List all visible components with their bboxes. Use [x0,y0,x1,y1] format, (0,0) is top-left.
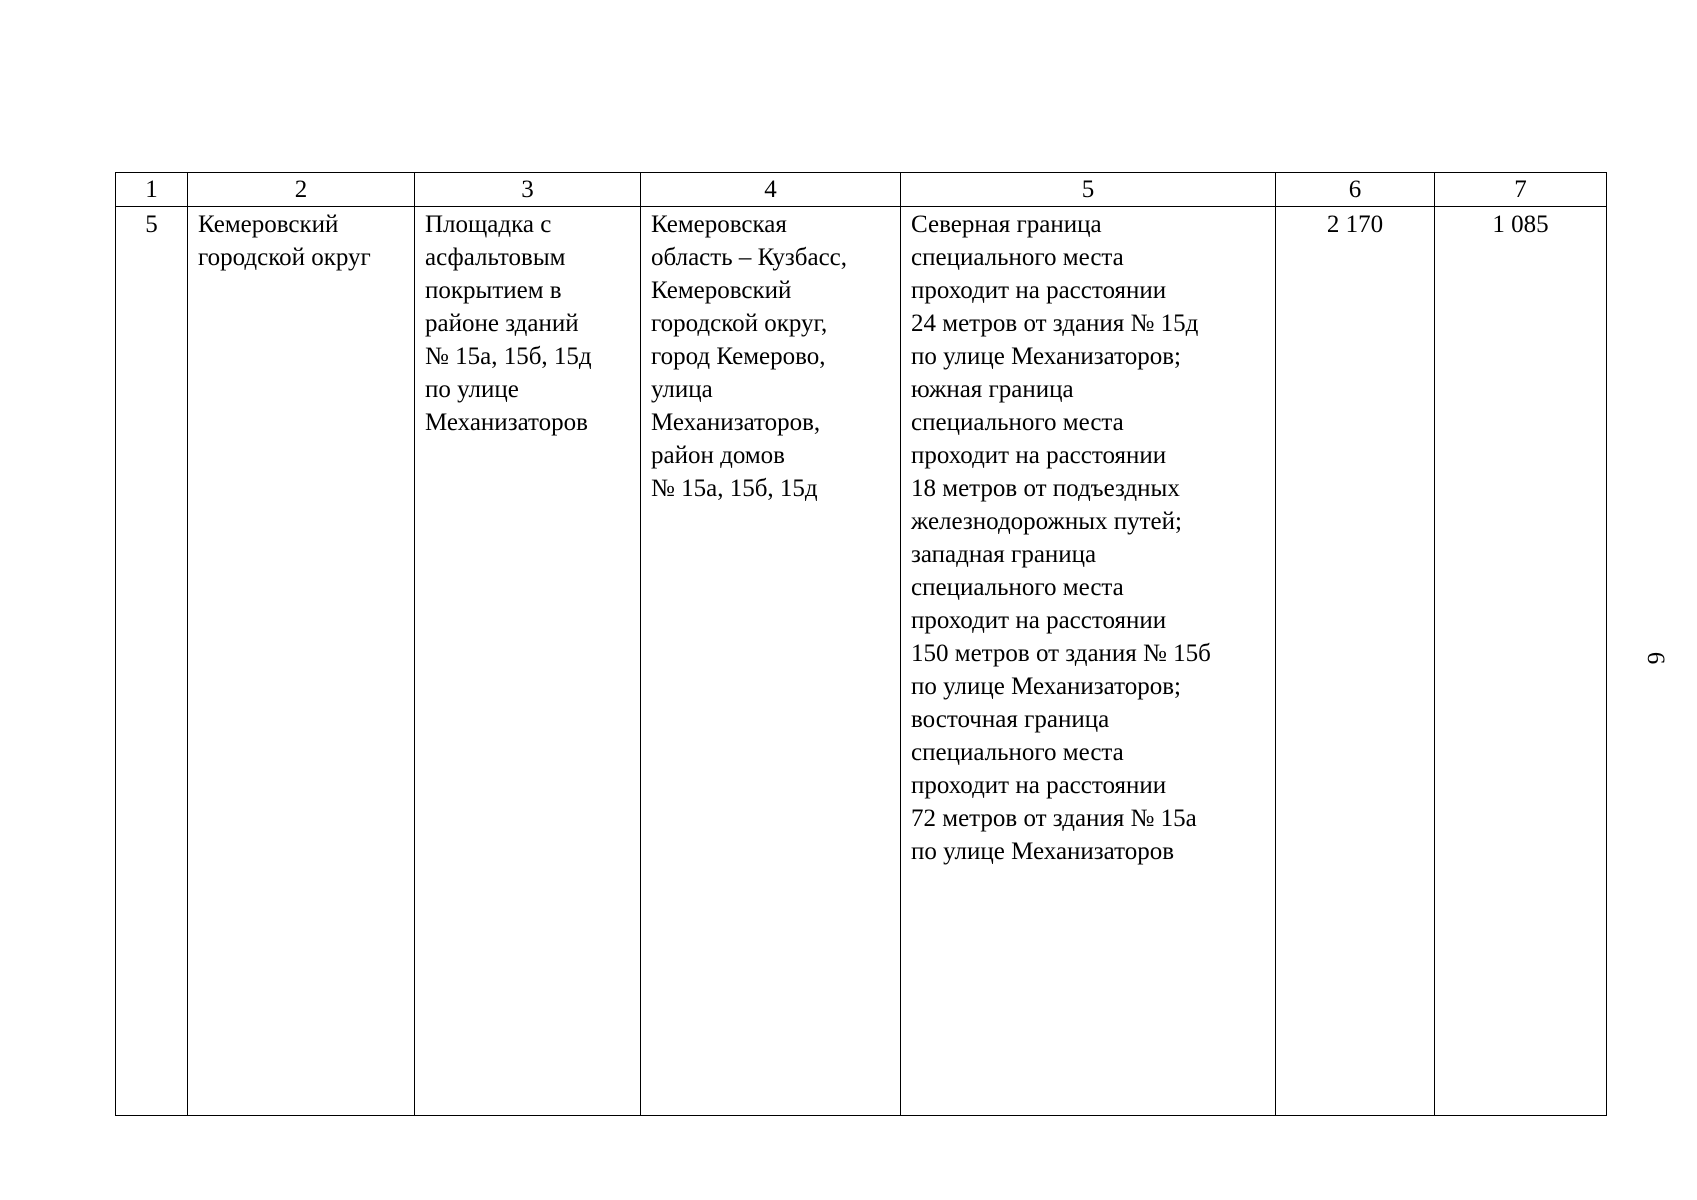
column-header: 7 [1435,173,1607,207]
address-cell [641,207,901,1116]
value-7-text: 1 085 [1492,211,1549,238]
column-header: 2 [188,173,415,207]
row-number: 5 [145,211,158,238]
address-text: Кемеровская область – Кузбасс, Кемеровский городской округ, город Кемерово, улица Механизаторов, район домов № 15а, 15б, 15д [651,211,848,502]
column-header: 3 [415,173,641,207]
municipality-cell [188,207,415,1116]
column-header: 5 [901,173,1276,207]
value-6-text: 2 170 [1326,211,1384,238]
column-header: 6 [1276,173,1435,207]
data-table [115,172,1607,1116]
value-cell-7 [1435,207,1607,1116]
table-row [116,207,1607,1116]
place-name-cell [415,207,641,1116]
table-header-row [116,173,1607,207]
boundaries-cell [901,207,1276,1116]
page-number: 6 [1642,651,1669,665]
column-header: 4 [641,173,901,207]
boundaries-text: Северная граница специального места проходит на расстоянии 24 метров от здания № 15д по улице Механизаторов; южная граница специального места проходит на расстоянии 18 метров от подъездных железнодорожных путей; западная граница специального места проходит на расстоянии 150 метров от здания № 15б по улице Механизаторов; восточная граница специального места проходит на расстоянии 72 метров от здания № 15а по улице Механизаторов [911,211,1211,865]
value-cell-6 [1276,207,1435,1116]
place-name-text: Площадка с асфальтовым покрытием в районе зданий № 15а, 15б, 15д по улице Механизаторов [425,211,592,436]
municipality-text: Кемеровский городской округ [198,211,371,271]
column-header: 1 [116,173,188,207]
row-number-cell [116,207,188,1116]
